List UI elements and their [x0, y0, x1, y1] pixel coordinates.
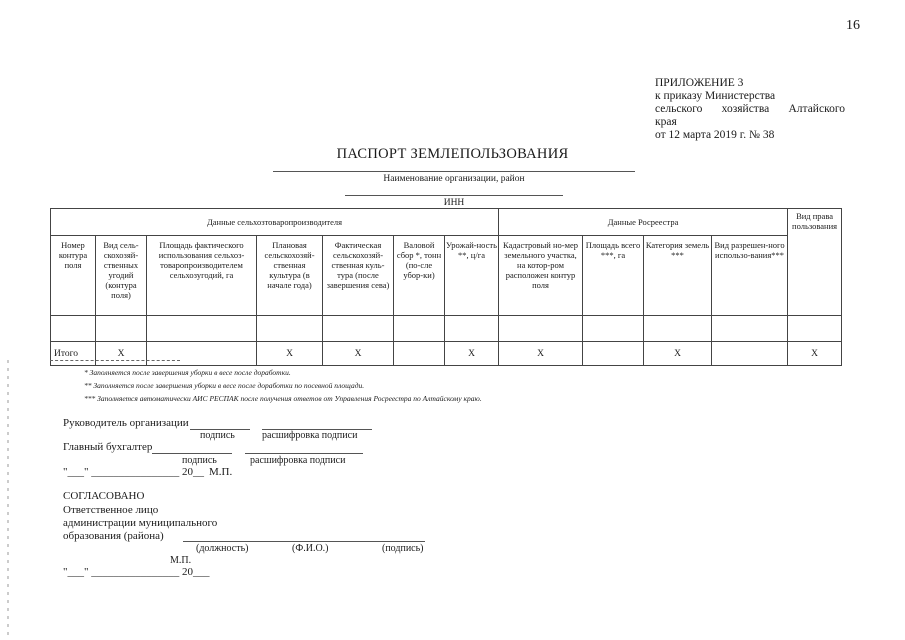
head-of-org-label: Руководитель организации [63, 417, 189, 429]
total-cell: X [788, 342, 842, 366]
table-cell [51, 316, 96, 342]
table-cell [394, 316, 445, 342]
agreed-line-1: Ответственное лицо [63, 504, 159, 516]
total-cell: Итого [51, 342, 96, 366]
acc-decode-caption: расшифровка подписи [250, 455, 346, 466]
date-line: "___" ________________ 20__ [63, 466, 204, 478]
appendix-block [655, 77, 855, 142]
total-cell: X [257, 342, 323, 366]
acc-sign-line [152, 453, 232, 454]
total-cell: X [499, 342, 583, 366]
total-cell [712, 342, 788, 366]
col-header: Площадь всего ***, га [583, 236, 644, 316]
inn-line [345, 195, 563, 196]
table-cell [147, 316, 257, 342]
total-cell: X [445, 342, 499, 366]
land-use-table [50, 208, 842, 366]
total-cell: X [96, 342, 147, 366]
col-header: Категория земель *** [644, 236, 712, 316]
table-row [51, 316, 842, 342]
chief-accountant-label: Главный бухгалтер [63, 441, 153, 453]
appendix-line-4: края [655, 116, 677, 128]
total-cell: X [644, 342, 712, 366]
table-cell [445, 316, 499, 342]
total-cell [147, 342, 257, 366]
table-cell [96, 316, 147, 342]
inn-caption: ИНН [443, 198, 465, 208]
agreed-date-line: "___" ________________ 20___ [63, 566, 210, 578]
appendix-line-5: от 12 марта 2019 г. № 38 [655, 129, 775, 141]
col-header: Вид сель-скохозяй-ственных угодий (контура поля) [96, 236, 147, 316]
position-caption: (должность) [196, 543, 249, 554]
acc-decode-line [245, 453, 363, 454]
table-cell [257, 316, 323, 342]
footnote-3: *** Заполняется автоматически АИС РЕСПАК после получения ответов от Управления Росреестра по Алтайскому краю. [84, 394, 482, 403]
group-header-right-type: Вид права пользования [788, 209, 842, 316]
group-header-rosreestr: Данные Росреестра [499, 209, 788, 236]
group-header-user: Данные сельхозтоваропроизводителя [51, 209, 499, 236]
appendix-line-2: к приказу Министерства [655, 90, 776, 102]
col-header: Фактическая сельскохозяй-ственная куль-тура (после завершения сева) [323, 236, 394, 316]
col-header: Плановая сельскохозяй-ственная культура (в начале года) [257, 236, 323, 316]
signature-caption: (подпись) [382, 543, 424, 554]
table-cell [583, 316, 644, 342]
footnote-separator [50, 360, 180, 361]
agreed-line-2: администрации муниципального [63, 517, 218, 529]
col-header: Площадь фактического использования сельхоз-товаропроизводителем сельхозугодий, га [147, 236, 257, 316]
scan-margin-marks [7, 360, 9, 640]
stamp-label: М.П. [209, 466, 233, 478]
footnote-1: * Заполняется после завершения уборки в весе после доработки. [84, 368, 291, 377]
total-cell: X [323, 342, 394, 366]
col-header: Кадастровый но-мер земельного участка, на котор-ром расположен контур поля [499, 236, 583, 316]
table-cell [712, 316, 788, 342]
agreed-signature-line [183, 541, 425, 542]
total-cell [394, 342, 445, 366]
table-cell [323, 316, 394, 342]
col-header: Номер контура поля [51, 236, 96, 316]
agreed-line-3: образования (района) [63, 530, 164, 542]
appendix-line-3: сельского хозяйства Алтайского [655, 103, 845, 115]
acc-sign-caption: подпись [182, 455, 217, 466]
col-header: Урожай-ность **, ц/га [445, 236, 499, 316]
table-cell [644, 316, 712, 342]
total-row [51, 342, 842, 366]
document-title: ПАСПОРТ ЗЕМЛЕПОЛЬЗОВАНИЯ [336, 146, 569, 162]
agreed-stamp-label: М.П. [170, 555, 192, 566]
total-cell [583, 342, 644, 366]
table-cell [788, 316, 842, 342]
page-number: 16 [846, 18, 860, 33]
head-decode-caption: расшифровка подписи [262, 430, 358, 441]
agreed-title: СОГЛАСОВАНО [63, 490, 145, 502]
fio-caption: (Ф.И.О.) [292, 543, 329, 554]
org-name-caption: Наименование организации, район [383, 174, 525, 184]
col-header: Валовой сбор *, тонн (по-сле убор-ки) [394, 236, 445, 316]
footnote-2: ** Заполняется после завершения уборки в весе после доработки по посевной площади. [84, 381, 365, 390]
appendix-line-1: ПРИЛОЖЕНИЕ 3 [655, 77, 744, 89]
head-sign-caption: подпись [200, 430, 235, 441]
table-cell [499, 316, 583, 342]
org-name-line [273, 171, 635, 172]
col-header: Вид разрешен-ного использо-вания*** [712, 236, 788, 316]
